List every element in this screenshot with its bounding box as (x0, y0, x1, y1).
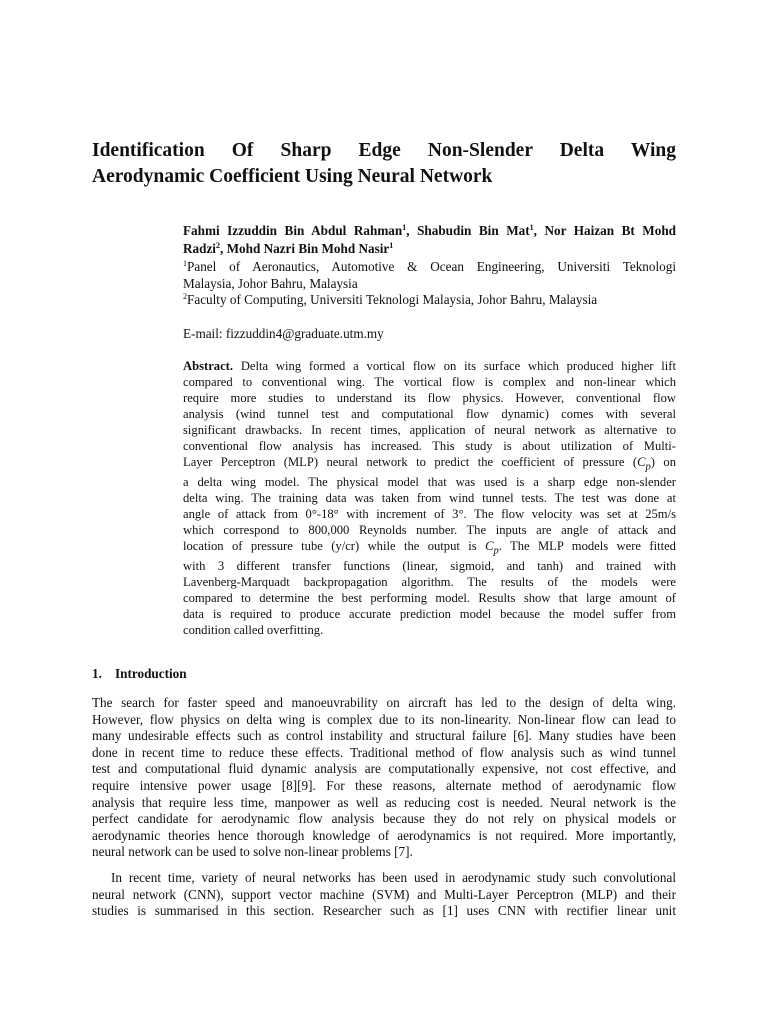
abstract-line: compared to conventional wing. The vortical flow is complex and non-linear which (183, 374, 676, 389)
abstract-line: with 3 different transfer functions (linear, sigmoid, and tanh) and trained with (183, 559, 676, 574)
author-affiliation-mark: 1 (389, 241, 394, 250)
paragraph-line: many undesirable effects such as control instability and structural failure [6]. Many studies have been (92, 728, 676, 744)
abstract-label: Abstract. (183, 359, 234, 373)
title-line-1: Identification Of Sharp Edge Non-Slender Delta Wing (92, 140, 676, 161)
abstract-line: compared to determine the best performing model. Results show that large amount of (183, 591, 676, 606)
affiliation-1-line-1: $^1$Panel of Aeronautics, Automotive & Ocean Engineering, Universiti Teknologi (183, 259, 676, 274)
abstract-line: angle of attack from 0°-18° with increment of 3°. The flow velocity was set at 25m/s (183, 507, 676, 522)
abstract-line: delta wing. The training data was taken from wind tunnel tests. The test was done at (183, 491, 676, 506)
paragraph-line: aerodynamic theories hence thorough knowledge of aerodynamics is not required. More importantly, (92, 827, 676, 843)
section-title: Introduction (115, 666, 187, 681)
author-name: Radzi (183, 241, 216, 256)
abstract-line: which correspond to 800,000 Reynolds number. The inputs are angle of attack and (183, 523, 676, 538)
author-line-2: Radzi$^2$, Mohd Nazri Bin Mohd Nasir$^1$ (183, 241, 394, 256)
abstract-line: analysis (wind tunnel test and computational flow dynamic) comes with several (183, 406, 676, 421)
paper-title (92, 138, 676, 190)
affiliations (183, 259, 676, 309)
author-affiliation-mark: 2 (215, 241, 220, 250)
section-number: 1. (92, 666, 102, 681)
paragraph-line: The search for faster speed and manoeuvrability on aircraft has led to the design of delta wing. (92, 695, 676, 710)
abstract-line: significant drawbacks. In recent times, application of neural network as alternative to (183, 422, 676, 437)
paragraph-line: In recent time, variety of neural networks has been used in aerodynamic study such convolutional (111, 870, 676, 885)
abstract-line: Abstract. Delta wing formed a vortical flow on its surface which produced higher lift (183, 359, 676, 373)
abstract-line: condition called overfitting. (183, 623, 324, 638)
author-name: Mohd Nazri Bin Mohd Nasir (226, 241, 390, 256)
author-line-1: Fahmi Izzuddin Bin Abdul Rahman$^1$, Shabudin Bin Mat$^1$, Nor Haizan Bt Mohd (183, 223, 677, 238)
intro-paragraph-2 (92, 870, 676, 920)
paragraph-line: neural network (CNN), support vector machine (SVM) and Multi-Layer Perceptron (MLP) and their (92, 886, 676, 902)
author-affiliation-mark: 1 (529, 223, 534, 232)
author-list (183, 222, 676, 258)
abstract-line: data is required to produce accurate prediction model because the model suffer from (183, 607, 676, 622)
contact-email: E-mail: fizzuddin4@graduate.utm.my (183, 326, 384, 341)
abstract-line: location of pressure tube (y/cr) while the output is $C_p$. The MLP models were fitted (183, 539, 676, 557)
title-line-2: Aerodynamic Coefficient Using Neural Network (92, 166, 493, 187)
pressure-coefficient-symbol: $C_p$ (485, 539, 499, 557)
paragraph-line: However, flow physics on delta wing is complex due to its non-linearity. Non-linear flow can lead to (92, 711, 676, 727)
paragraph-line: neural network can be used to solve non-linear problems [7]. (92, 844, 413, 860)
author-name: Fahmi Izzuddin Bin Abdul Rahman (183, 223, 403, 238)
author-affiliation-mark: 1 (402, 223, 407, 232)
author-name: Shabudin Bin Mat (417, 223, 530, 238)
pressure-coefficient-symbol: $C_p$ (637, 454, 651, 473)
abstract-line: Lavenberg-Marquadt backpropagation algorithm. The results of the models were (183, 575, 676, 590)
affiliation-2: $^2$Faculty of Computing, Universiti Teknologi Malaysia, Johor Bahru, Malaysia (183, 292, 598, 307)
paragraph-line: studies is summarised in this section. Researcher such as [1] uses CNN with rectifier linear unit (92, 903, 676, 919)
abstract-line: require more studies to understand its flow physics. However, conventional flow (183, 390, 676, 405)
abstract (183, 359, 676, 639)
author-name: Nor Haizan Bt Mohd (544, 223, 677, 238)
paragraph-line: done in recent time to reduce these effects. Traditional method of flow analysis such as wind tunnel (92, 744, 676, 760)
paragraph-line: perfect candidate for aerodynamic flow analysis because they do not rely on physical models or (92, 811, 676, 827)
affiliation-1-line-2: Malaysia, Johor Bahru, Malaysia (183, 275, 358, 291)
abstract-line: conventional flow analysis has increased. This study is about utilization of Multi- (183, 438, 676, 453)
abstract-line: Layer Perceptron (MLP) neural network to predict the coefficient of pressure $(C_p)$ on (183, 454, 677, 473)
paragraph-line: require intensive power usage [8][9]. For these reasons, alternate method of aerodynamic flow (92, 777, 676, 793)
section-heading-introduction (92, 666, 676, 682)
abstract-line: a delta wing model. The physical model that was used is a sharp edge non-slender (183, 475, 676, 490)
intro-paragraph-1 (92, 695, 676, 861)
paragraph-line: analysis that require less time, manpower as well as reducing cost is needed. Neural network is the (92, 794, 676, 810)
paragraph-line: test and computational fluid dynamic analysis are computationally expensive, not cost effective, and (92, 761, 676, 777)
